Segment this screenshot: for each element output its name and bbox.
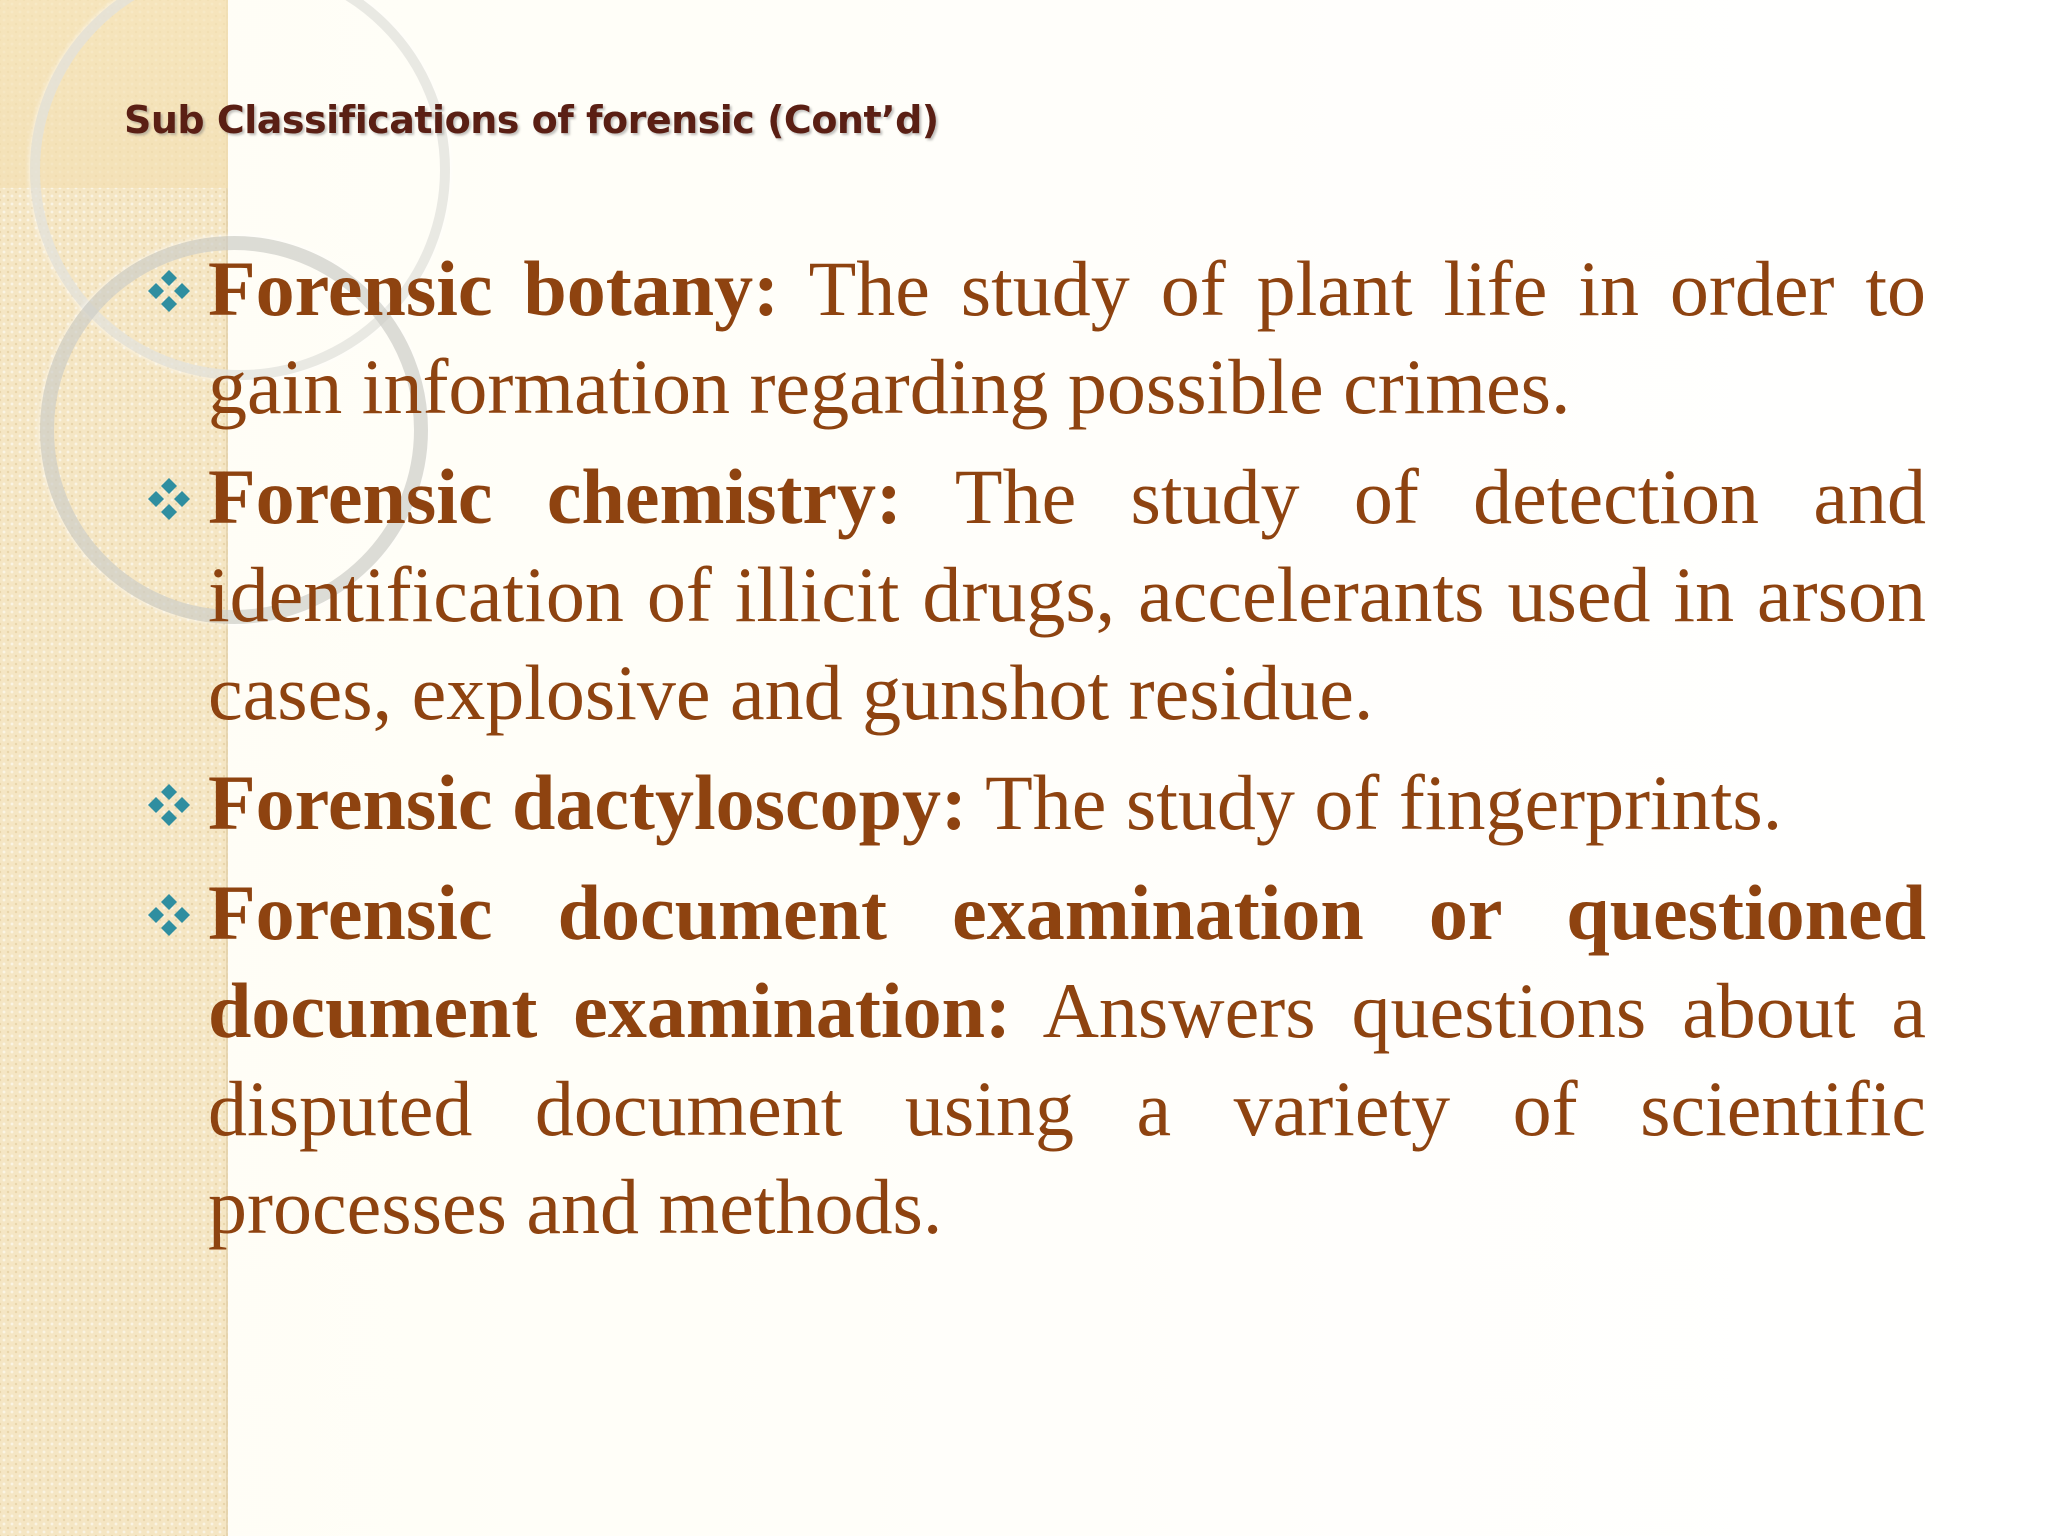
four-diamond-bullet-icon: [146, 476, 192, 522]
item-description: The study of plant life in order to gain information regarding possible crimes.: [208, 245, 1926, 430]
slide-title: Sub Classifications of forensic (Cont’d): [124, 98, 939, 142]
item-description: The study of fingerprints.: [966, 759, 1783, 846]
list-item: [146, 240, 1926, 436]
item-description: Answers questions about a disputed document using a variety of scientific processes and methods.: [208, 967, 1926, 1250]
four-diamond-bullet-icon: [146, 268, 192, 314]
item-term: Forensic dactyloscopy:: [208, 759, 967, 846]
four-diamond-bullet-icon: [146, 782, 192, 828]
item-term: Forensic document examination or questioned document examination:: [208, 869, 1926, 1054]
item-term: Forensic chemistry:: [208, 453, 903, 540]
four-diamond-bullet-icon: [146, 892, 192, 938]
item-description: The study of detection and identification of illicit drugs, accelerants used in arson cases, explosive and gunshot residue.: [208, 453, 1926, 736]
item-term: Forensic botany:: [208, 245, 780, 332]
list-item: [146, 448, 1926, 742]
list-item: [146, 754, 1926, 852]
list-item: [146, 864, 1926, 1256]
bullet-list: [146, 240, 1926, 1268]
